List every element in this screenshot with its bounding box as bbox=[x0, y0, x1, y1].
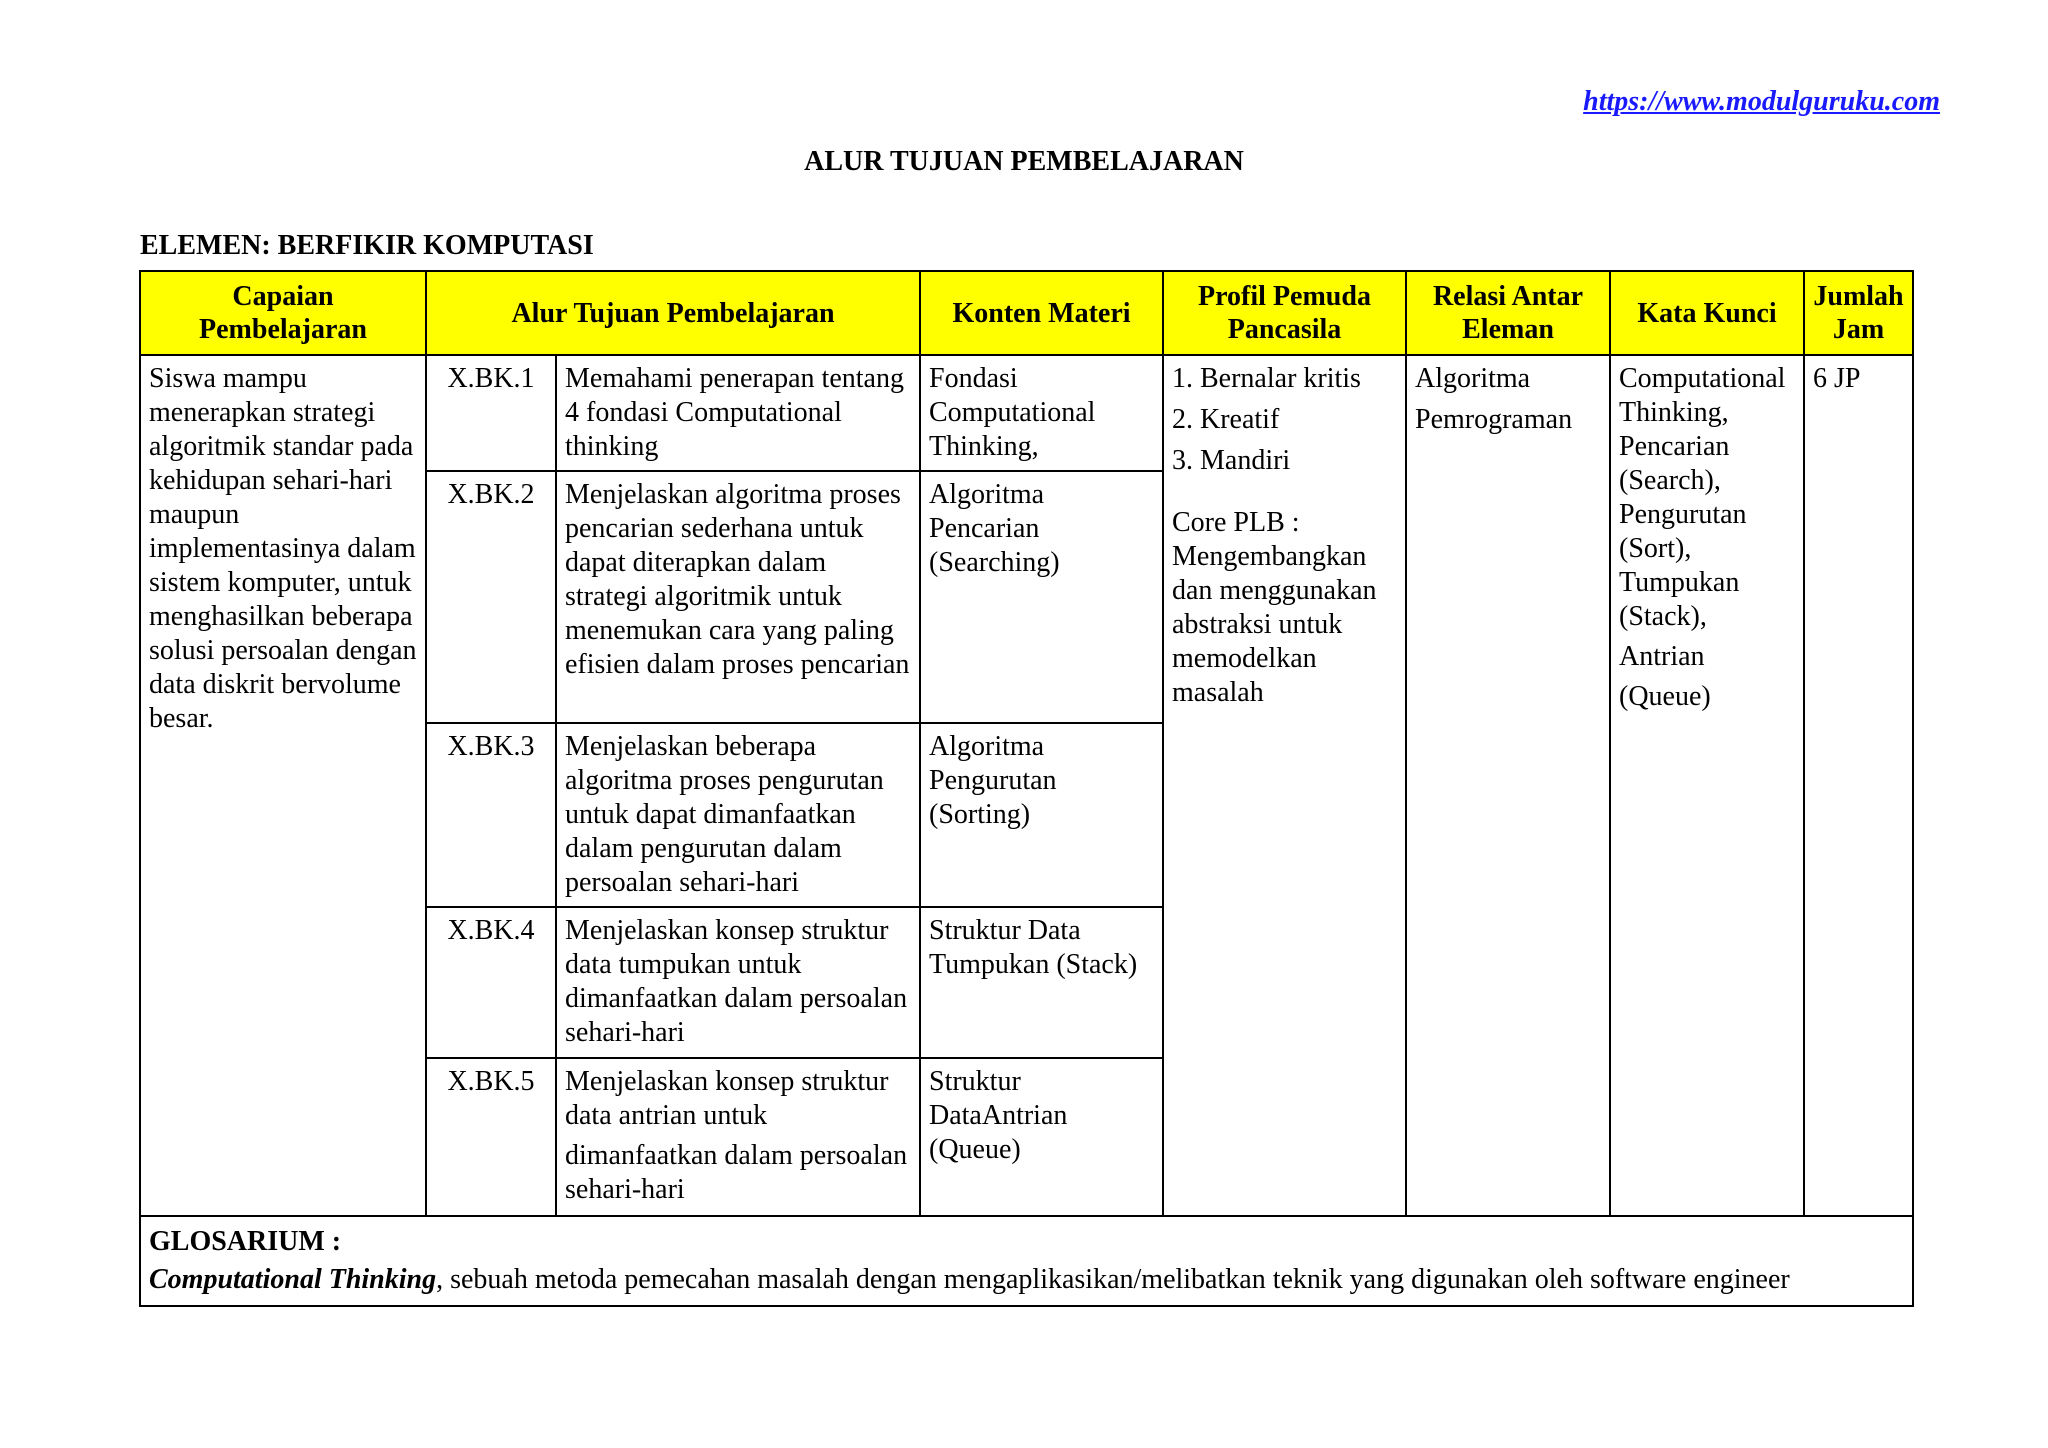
header-profil: Profil Pemuda Pancasila bbox=[1163, 271, 1406, 355]
row-tujuan-part: dimanfaatkan dalam persoalan sehari-hari bbox=[565, 1140, 908, 1205]
row-tujuan bbox=[556, 1058, 920, 1216]
row-code: X.BK.3 bbox=[426, 723, 556, 907]
row-tujuan: Menjelaskan beberapa algoritma proses pengurutan untuk dapat dimanfaatkan dalam pengurutan dalam persoalan sehari-hari bbox=[556, 723, 920, 907]
row-konten: Struktur Data Tumpukan (Stack) bbox=[920, 907, 1163, 1058]
source-url[interactable]: https://www.modulguruku.com bbox=[1583, 86, 1940, 117]
header-konten: Konten Materi bbox=[920, 271, 1163, 355]
row-code: X.BK.2 bbox=[426, 471, 556, 723]
glosarium-title: GLOSARIUM : bbox=[149, 1226, 342, 1257]
header-relasi: Relasi Antar Eleman bbox=[1406, 271, 1610, 355]
row-tujuan: Menjelaskan konsep struktur data tumpukan untuk dimanfaatkan dalam persoalan sehari-hari bbox=[556, 907, 920, 1058]
kata-kunci-item: Antrian bbox=[1619, 641, 1705, 672]
header-jumlah: Jumlah Jam bbox=[1804, 271, 1913, 355]
glosarium-term: Computational Thinking bbox=[149, 1264, 437, 1295]
row-konten: Algoritma Pengurutan (Sorting) bbox=[920, 723, 1163, 907]
relasi-cell bbox=[1406, 355, 1610, 1216]
row-code: X.BK.4 bbox=[426, 907, 556, 1058]
profil-core: Core PLB : Mengembangkan dan menggunakan abstraksi untuk memodelkan masalah bbox=[1172, 507, 1377, 708]
row-code: X.BK.5 bbox=[426, 1058, 556, 1216]
row-konten: Struktur DataAntrian (Queue) bbox=[920, 1058, 1163, 1216]
profil-item: 2. Kreatif bbox=[1172, 404, 1280, 435]
relasi-item: Algoritma bbox=[1415, 363, 1531, 394]
header-row bbox=[140, 271, 1913, 355]
kata-kunci-cell bbox=[1610, 355, 1804, 1216]
page-title: ALUR TUJUAN PEMBELAJARAN bbox=[804, 146, 1244, 177]
row-tujuan: Memahami penerapan tentang 4 fondasi Computational thinking bbox=[556, 355, 920, 471]
row-konten: Fondasi Computational Thinking, bbox=[920, 355, 1163, 471]
row-konten: Algoritma Pencarian (Searching) bbox=[920, 471, 1163, 723]
kata-kunci-main: Computational Thinking, Pencarian (Search), Pengurutan (Sort), Tumpukan (Stack), bbox=[1619, 363, 1786, 632]
jumlah-cell: 6 JP bbox=[1804, 355, 1913, 1216]
header-kata-kunci: Kata Kunci bbox=[1610, 271, 1804, 355]
capaian-cell: Siswa mampu menerapkan strategi algoritmik standar pada kehidupan sehari-hari maupun implementasinya dalam sistem komputer, untuk menghasilkan beberapa solusi persoalan dengan data diskrit bervolume besar. bbox=[140, 355, 426, 1216]
row-tujuan: Menjelaskan algoritma proses pencarian sederhana untuk dapat diterapkan dalam strategi algoritmik untuk menemukan cara yang paling efisien dalam proses pencarian bbox=[556, 471, 920, 723]
table-row bbox=[140, 355, 1913, 471]
glosarium-row bbox=[140, 1216, 1913, 1306]
row-code: X.BK.1 bbox=[426, 355, 556, 471]
profil-cell bbox=[1163, 355, 1406, 1216]
header-capaian: Capaian Pembelajaran bbox=[140, 271, 426, 355]
glosarium-definition: , sebuah metoda pemecahan masalah dengan mengaplikasikan/melibatkan teknik yang digunakan oleh software engineer bbox=[436, 1264, 1790, 1295]
relasi-item: Pemrograman bbox=[1415, 404, 1573, 435]
element-label: ELEMEN: BERFIKIR KOMPUTASI bbox=[140, 230, 594, 261]
profil-item: 1. Bernalar kritis bbox=[1172, 363, 1361, 394]
row-tujuan-part: Menjelaskan konsep struktur data antrian untuk bbox=[565, 1066, 889, 1131]
learning-flow-table bbox=[139, 270, 1914, 1307]
kata-kunci-item: (Queue) bbox=[1619, 681, 1711, 712]
header-alur: Alur Tujuan Pembelajaran bbox=[426, 271, 920, 355]
glosarium-cell bbox=[140, 1216, 1913, 1306]
profil-item: 3. Mandiri bbox=[1172, 445, 1291, 476]
glosarium-entry bbox=[149, 1261, 1904, 1299]
